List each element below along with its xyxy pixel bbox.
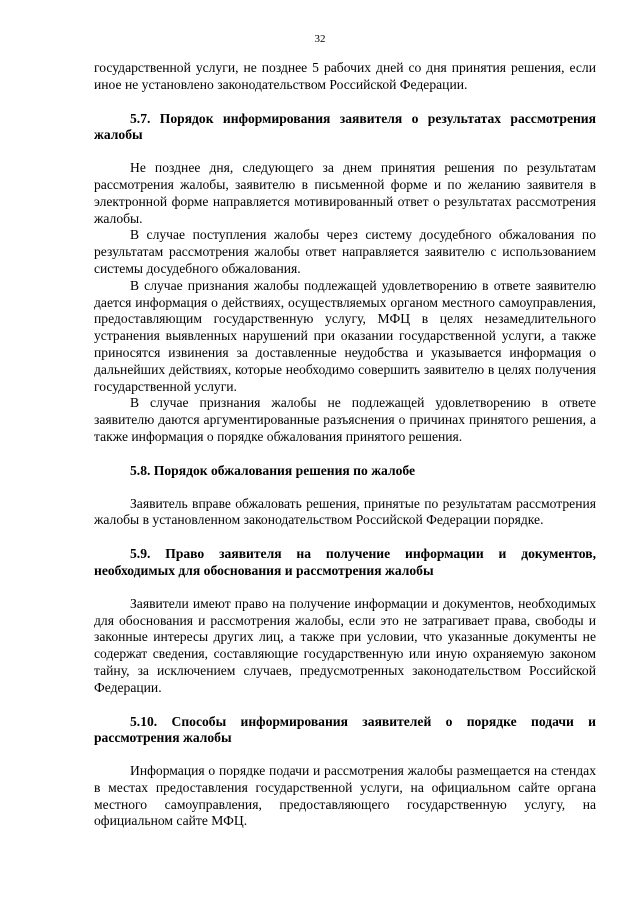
section-heading-5-9: 5.9. Право заявителя на получение информации и документов, необходимых для обоснования и рассмотрения жалобы bbox=[94, 546, 596, 578]
page-content bbox=[94, 0, 596, 830]
section-5-7-paragraph-4: В случае признания жалобы не подлежащей удовлетворению в ответе заявителю даются аргументированные разъяснения о причинах принятого решения, а также информация о порядке обжалования принятого решения. bbox=[94, 395, 596, 444]
intro-paragraph: государственной услуги, не позднее 5 рабочих дней со дня принятия решения, если иное не установлено законодательством Российской Федерации. bbox=[94, 60, 596, 92]
section-5-7-paragraph-3: В случае признания жалобы подлежащей удовлетворению в ответе заявителю дается информация о действиях, осуществляемых органом местного самоуправления, предоставляющим государственную услугу, МФЦ в целях незамедлительного устранения выявленных нарушений при оказании государственной услуги, а также приносятся извинения за доставленные неудобства и указывается информация о дальнейших действиях, которые необходимо совершить заявителю в целях получения государственной услуги. bbox=[94, 277, 596, 394]
page-number: 32 bbox=[314, 33, 326, 45]
section-5-10-paragraph-1: Информация о порядке подачи и рассмотрения жалобы размещается на стендах в местах предоставления государственной услуги, на официальном сайте органа местного самоуправления, предоставляющего государственную услугу, на официальном сайте МФЦ. bbox=[94, 763, 596, 829]
section-5-7-paragraph-1: Не позднее дня, следующего за днем принятия решения по результатам рассмотрения жалобы, заявителю в письменной форме и по желанию заявителя в электронной форме направляется мотивированный ответ о результатах рассмотрения жалобы. bbox=[94, 160, 596, 226]
section-heading-5-10: 5.10. Способы информирования заявителей о порядке подачи и рассмотрения жалобы bbox=[94, 713, 596, 746]
section-heading-5-7: 5.7. Порядок информирования заявителя о результатах рассмотрения жалобы bbox=[94, 110, 596, 143]
section-5-9-paragraph-1: Заявители имеют право на получение информации и документов, необходимых для обоснования и рассмотрения жалобы, если это не затрагивает права, свободы и законные интересы других лиц, а также при условии, что указанные документы не содержат сведения, составляющие государственную или иную охраняемую законом тайну, за исключением случаев, предусмотренных законодательством Российской Федерации. bbox=[94, 595, 596, 695]
section-heading-5-8: 5.8. Порядок обжалования решения по жалобе bbox=[130, 462, 416, 478]
section-5-7-paragraph-2: В случае поступления жалобы через систему досудебного обжалования по результатам рассмотрения жалобы ответ направляется заявителю с использованием системы досудебного обжалования. bbox=[94, 227, 596, 276]
section-5-8-paragraph-1: Заявитель вправе обжаловать решения, принятые по результатам рассмотрения жалобы в установленном законодательством Российской Федерации порядке. bbox=[94, 495, 596, 528]
